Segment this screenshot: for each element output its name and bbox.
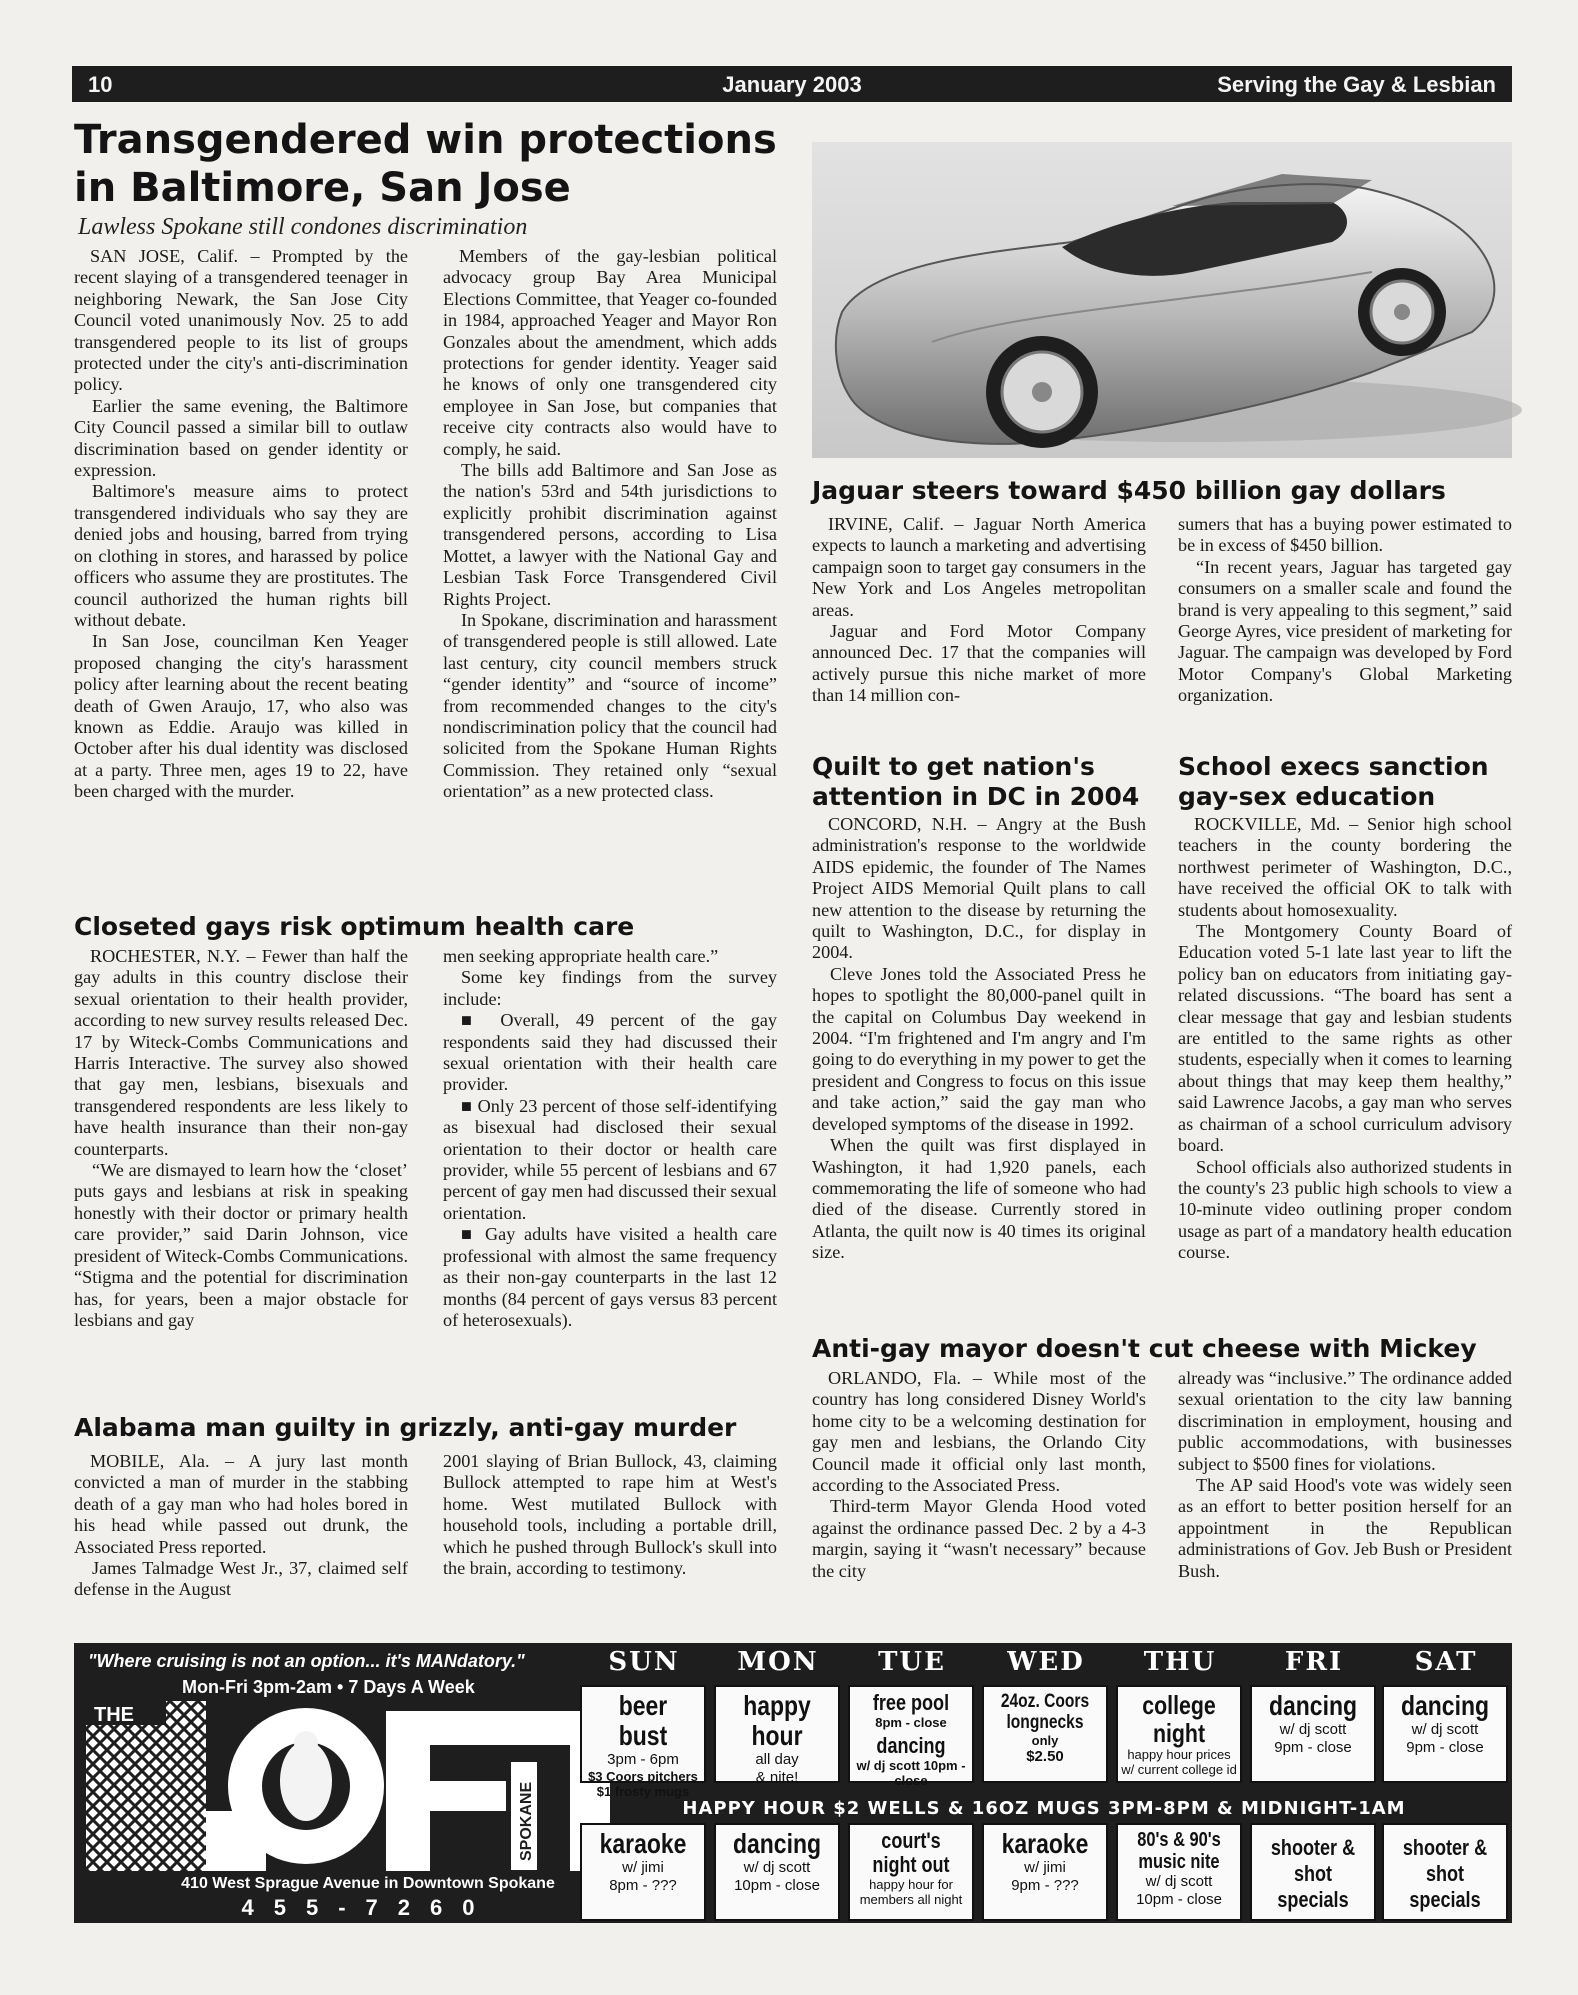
loft-logo xyxy=(86,1701,646,1871)
ad-hours: Mon-Fri 3pm-2am • 7 Days A Week xyxy=(182,1677,475,1697)
alabama-headline: Alabama man guilty in grizzly, anti-gay murder xyxy=(74,1413,737,1442)
paragraph: Jaguar and Ford Motor Company announced Dec. 17 that the companies will actively pursue this niche market of more than 14 million con- xyxy=(812,621,1146,706)
special-detail: $1 frosty mugs xyxy=(596,1784,690,1799)
logo-the: THE xyxy=(94,1704,134,1726)
special-detail: all day xyxy=(755,1751,799,1768)
special-detail: only xyxy=(1031,1733,1059,1748)
paragraph: Cleve Jones told the Associated Press he hopes to spotlight the 80,000-panel quilt in the capital on Columbus Day weekend in 2004. “I'm frightened and I'm angry and I'm going to do everything in my power to get the president and Congress to focus on this issue and take action,” said the gay man who developed symptoms of the disease in 1992. xyxy=(812,963,1146,1134)
special-detail: 8pm - close xyxy=(875,1715,947,1730)
fri-special xyxy=(1250,1685,1376,1783)
special-detail: w/ current college id xyxy=(1121,1762,1237,1777)
happy-hour-banner: HAPPY HOUR $2 WELLS & 16OZ MUGS 3PM-8PM & MIDNIGHT-1AM xyxy=(682,1798,1406,1819)
special-detail: 10pm - close xyxy=(734,1877,820,1894)
special-title: dancing xyxy=(876,1733,946,1758)
quilt-column xyxy=(812,814,1146,1264)
mickey-headline: Anti-gay mayor doesn't cut cheese with Mickey xyxy=(812,1334,1477,1363)
paragraph: School officials also authorized students in the county's 23 public high schools to view a 10-minute video outlining proper condom usage as part of a mandatory health education course. xyxy=(1178,1156,1512,1263)
special-detail: w/ dj scott 10pm - close xyxy=(856,1758,966,1788)
special-title: dancing xyxy=(732,1828,822,1859)
closeted-column-2 xyxy=(443,946,777,1331)
headline-line: gay-sex education xyxy=(1178,782,1436,811)
mon-night xyxy=(714,1823,840,1921)
paragraph: men seeking appropriate health care.” xyxy=(443,946,719,966)
day-sun: SUN xyxy=(608,1647,680,1677)
special-title: karaoke xyxy=(1001,1828,1089,1859)
paragraph: 2001 slaying of Brian Bullock, 43, claiming Bullock attempted to rape him at West's home. West mutilated Bullock with household tools, including a portable drill, which he pushed through Bullock's skull into the brain, according to testimony. xyxy=(443,1451,777,1579)
wed-special xyxy=(982,1685,1108,1783)
school-column xyxy=(1178,814,1512,1264)
special-detail: happy hour prices xyxy=(1127,1747,1231,1762)
ad-phone: 455-7260 xyxy=(241,1895,495,1920)
special-title: 80's & 90's music nite xyxy=(1137,1829,1221,1873)
paragraph: sumers that has a buying power estimated to be in excess of $450 billion. xyxy=(1178,514,1512,556)
issue-date: January 2003 xyxy=(722,72,862,97)
closeted-headline: Closeted gays risk optimum health care xyxy=(74,912,635,941)
day-mon: MON xyxy=(737,1647,819,1677)
headline-line: in Baltimore, San Jose xyxy=(74,165,571,211)
special-detail: 9pm - close xyxy=(1406,1739,1484,1756)
mickey-column-1 xyxy=(812,1368,1146,1582)
special-title: beer bust xyxy=(618,1690,668,1751)
mon-special xyxy=(714,1685,840,1786)
paragraph: In Spokane, discrimination and harassment of transgendered people is still allowed. Late last century, city council members struck “gender identity” and “source of income” from recommended changes to the city's nondiscrimination policy that the council had solicited from the Spokane Human Rights Commission. They retained only “sexual orientation” as a new protected class. xyxy=(443,609,777,802)
special-detail: happy hour for xyxy=(869,1877,953,1892)
jaguar-column-2 xyxy=(1178,514,1512,707)
special-title: happy hour xyxy=(743,1690,811,1751)
sun-night xyxy=(580,1823,706,1921)
paragraph: Members of the gay-lesbian political advocacy group Bay Area Municipal Elections Committee, that Yeager co-founded in 1984, approached Yeager and Mayor Ron Gonzales about the amendment, which adds protections for gender identity. Yeager said he knows of only one transgendered city employee in San Jose, but companies that receive city contracts also would have to comply, he said. xyxy=(443,246,777,459)
special-detail: w/ dj scott xyxy=(1279,1721,1347,1738)
paragraph: CONCORD, N.H. – Angry at the Bush administration's response to the worldwide AIDS epidemic, the founder of The Names Project AIDS Memorial Quilt plans to call new attention to the disease by returning the quilt to Washington, D.C., for display in 2004. xyxy=(812,814,1146,963)
alabama-column-1 xyxy=(74,1451,408,1601)
special-detail: 10pm - close xyxy=(1136,1891,1222,1908)
paragraph: In San Jose, councilman Ken Yeager proposed changing the city's harassment policy after learning about the recent beating death of Gwen Araujo, 17, who also was known as Eddie. Araujo was killed in October after his dual identity was disclosed at a party. Three men, ages 19 to 22, have been charged with the murder. xyxy=(74,631,408,802)
quilt-headline xyxy=(812,752,1146,812)
day-tue: TUE xyxy=(878,1647,946,1677)
paragraph: The bills add Baltimore and San Jose as the nation's 53rd and 54th jurisdictions to explicitly prohibit discrimination against transgendered persons, according to Lisa Mottet, a lawyer with the National Gay and Lesbian Task Force Transgendered Civil Rights Project. xyxy=(443,460,777,609)
car-illustration xyxy=(812,142,1512,458)
special-detail: w/ jimi xyxy=(1024,1859,1066,1876)
special-detail: members all night xyxy=(859,1892,963,1907)
logo-graphic xyxy=(86,1701,646,1871)
thu-special xyxy=(1116,1685,1242,1783)
special-title: dancing xyxy=(1268,1690,1358,1721)
day-wed: WED xyxy=(1007,1647,1085,1677)
special-title: 24oz. Coors longnecks xyxy=(1000,1691,1090,1733)
paragraph: MOBILE, Ala. – A jury last month convicted a man of murder in the stabbing death of a gay man who had holes bored in his head while passed out drunk, the Associated Press reported. xyxy=(74,1451,408,1557)
tue-special xyxy=(848,1685,974,1788)
paragraph: ■ Gay adults have visited a health care professional with almost the same frequency as their non-gay counterparts in the last 12 months (84 percent of gays versus 83 percent of heterosexuals). xyxy=(443,1224,777,1330)
special-detail: w/ jimi xyxy=(622,1859,664,1876)
paragraph: already was “inclusive.” The ordinance added sexual orientation to the city law banning discrimination in employment, housing and public accommodations, with businesses subject to $500 fines for violations. xyxy=(1178,1368,1512,1474)
special-detail: 3pm - 6pm xyxy=(607,1751,679,1768)
special-detail: w/ dj scott xyxy=(743,1859,811,1876)
jaguar-headline: Jaguar steers toward $450 billion gay dollars xyxy=(812,476,1446,505)
jaguar-column-1 xyxy=(812,514,1146,707)
paragraph: “In recent years, Jaguar has targeted gay consumers on a smaller scale and found the brand is very appealing to this segment,” said George Ayres, vice president of marketing for Jaguar. The campaign was developed by Ford Motor Company's Global Marketing organization. xyxy=(1178,556,1512,706)
paragraph: Third-term Mayor Glenda Hood voted against the ordinance passed Dec. 2 by a 4-3 margin, saying it “wasn't necessary” because the city xyxy=(812,1496,1146,1581)
page-number: 10 xyxy=(88,72,113,97)
paragraph: ■ Overall, 49 percent of the gay respondents said they had discussed their sexual orientation with their health care provider. xyxy=(443,1010,777,1095)
special-detail: $3 Coors pitchers xyxy=(588,1769,698,1784)
loft-advertisement xyxy=(74,1643,1512,1923)
paragraph: SAN JOSE, Calif. – Prompted by the recent slaying of a transgendered teenager in neighboring Newark, the San Jose City Council voted unanimously Nov. 25 to add transgendered people to its list of groups protected under the city's anti-discrimination policy. xyxy=(74,246,408,395)
paragraph: ROCHESTER, N.Y. – Fewer than half the gay adults in this country disclose their sexual orientation to their health provider, according to new survey results released Dec. 17 by Witeck-Combs Communications and Harris Interactive. The survey also showed that gay men, lesbians, bisexuals and transgendered respondents are less likely to have health insurance than their non-gay counterparts. xyxy=(74,946,408,1159)
mickey-column-2 xyxy=(1178,1368,1512,1582)
transgendered-column-1 xyxy=(74,246,408,803)
ad-slogan: "Where cruising is not an option... it's MANdatory." xyxy=(88,1651,525,1671)
paragraph: ROCKVILLE, Md. – Senior high school teachers in the county bordering the northwest perimeter of Washington, D.C., have received the official OK to talk with students about homosexuality. xyxy=(1178,814,1512,920)
closeted-column-1 xyxy=(74,946,408,1331)
tue-night xyxy=(848,1823,974,1921)
school-headline xyxy=(1178,752,1512,812)
paragraph: “We are dismayed to learn how the ‘closet’ puts gays and lesbians at risk in speaking honestly with their doctor or primary health care provider,” said Darin Johnson, vice president of Witeck-Combs Communications. “Stigma and the potential for discrimination has, for years, been a major obstacle for lesbians and gay xyxy=(74,1160,408,1330)
paragraph: James Talmadge West Jr., 37, claimed self defense in the August xyxy=(74,1558,408,1600)
special-detail: $2.50 xyxy=(1026,1748,1064,1765)
special-title: karaoke xyxy=(599,1828,687,1859)
special-title: college night xyxy=(1142,1690,1216,1748)
wed-night xyxy=(982,1823,1108,1921)
jaguar-convertible-photo xyxy=(812,142,1512,458)
special-title: shooter & shot specials xyxy=(1270,1835,1356,1912)
special-title: shooter & shot specials xyxy=(1402,1835,1488,1912)
sat-special xyxy=(1382,1685,1508,1783)
headline-line: Quilt to get nation's xyxy=(812,752,1095,781)
paragraph: ■ Only 23 percent of those self-identifying as bisexual had disclosed their sexual orientation to their doctor or health care provider, while 55 percent of lesbians and 67 percent of gay men had discussed their sexual orientation. xyxy=(443,1095,777,1223)
special-detail: 8pm - ??? xyxy=(609,1877,677,1894)
headline-line: Transgendered win protections xyxy=(74,117,777,163)
ad-address: 410 West Sprague Avenue in Downtown Spokane xyxy=(181,1875,555,1892)
headline-line: attention in DC in 2004 xyxy=(812,782,1140,811)
logo-spokane: SPOKANE xyxy=(518,1781,535,1861)
paragraph: Earlier the same evening, the Baltimore City Council passed a similar bill to outlaw discrimination based on gender identity or expression. xyxy=(74,395,408,481)
sat-night xyxy=(1382,1823,1508,1921)
special-detail: 9pm - close xyxy=(1274,1739,1352,1756)
day-fri: FRI xyxy=(1284,1647,1344,1677)
special-detail: & nite! xyxy=(755,1769,799,1786)
day-sat: SAT xyxy=(1414,1647,1478,1677)
paragraph: IRVINE, Calif. – Jaguar North America expects to launch a marketing and advertising campaign soon to target gay consumers in the New York and Los Angeles metropolitan areas. xyxy=(812,514,1146,620)
paragraph: Some key findings from the survey include: xyxy=(443,967,777,1009)
special-detail: w/ dj scott xyxy=(1411,1721,1479,1738)
paragraph: The Montgomery County Board of Education voted 5-1 late last year to lift the policy ban on educators from initiating gay-related discussions. “The board has sent a clear message that gay and lesbian students are entitled to the same rights as other students, especially when it comes to learning about things that may keep them healthy,” said Lawrence Jacobs, a gay man who serves as chairman of a school curriculum advisory board. xyxy=(1178,921,1512,1156)
fri-night xyxy=(1250,1823,1376,1921)
publication-tagline: Serving the Gay & Lesbian xyxy=(1217,72,1496,97)
paragraph: ORLANDO, Fla. – While most of the country has long considered Disney World's home city to be a welcoming destination for gay men and lesbians, the Orlando City Council made it official only last month, according to the Associated Press. xyxy=(812,1368,1146,1496)
day-thu: THU xyxy=(1143,1647,1217,1677)
transgendered-subhead: Lawless Spokane still condones discrimination xyxy=(78,214,528,240)
alabama-column-2 xyxy=(443,1451,777,1579)
thu-night xyxy=(1116,1823,1242,1921)
transgendered-headline xyxy=(74,116,794,212)
paragraph: Baltimore's measure aims to protect transgendered individuals who say they are denied jobs and housing, barred from trying on clothing in stores, and harassed by police officers who assume they are prostitutes. The council authorized the human rights bill without debate. xyxy=(74,481,408,630)
sun-special xyxy=(580,1685,706,1799)
special-title: court's night out xyxy=(872,1828,950,1877)
page-header-bar xyxy=(72,66,1512,102)
special-title: dancing xyxy=(1400,1690,1490,1721)
special-detail: 9pm - ??? xyxy=(1011,1877,1079,1894)
transgendered-column-2 xyxy=(443,246,777,803)
paragraph: When the quilt was first displayed in Washington, it had 1,920 panels, each commemorating the life of someone who had died of the disease. Currently stored in Atlanta, the quilt now is 40 times its original size. xyxy=(812,1135,1146,1263)
special-detail: w/ dj scott xyxy=(1145,1873,1213,1890)
headline-line: School execs sanction xyxy=(1178,752,1489,781)
paragraph: The AP said Hood's vote was widely seen as an effort to better position herself for an appointment in the Republican administrations of Gov. Jeb Bush or President Bush. xyxy=(1178,1475,1512,1581)
special-title: free pool xyxy=(872,1690,950,1715)
